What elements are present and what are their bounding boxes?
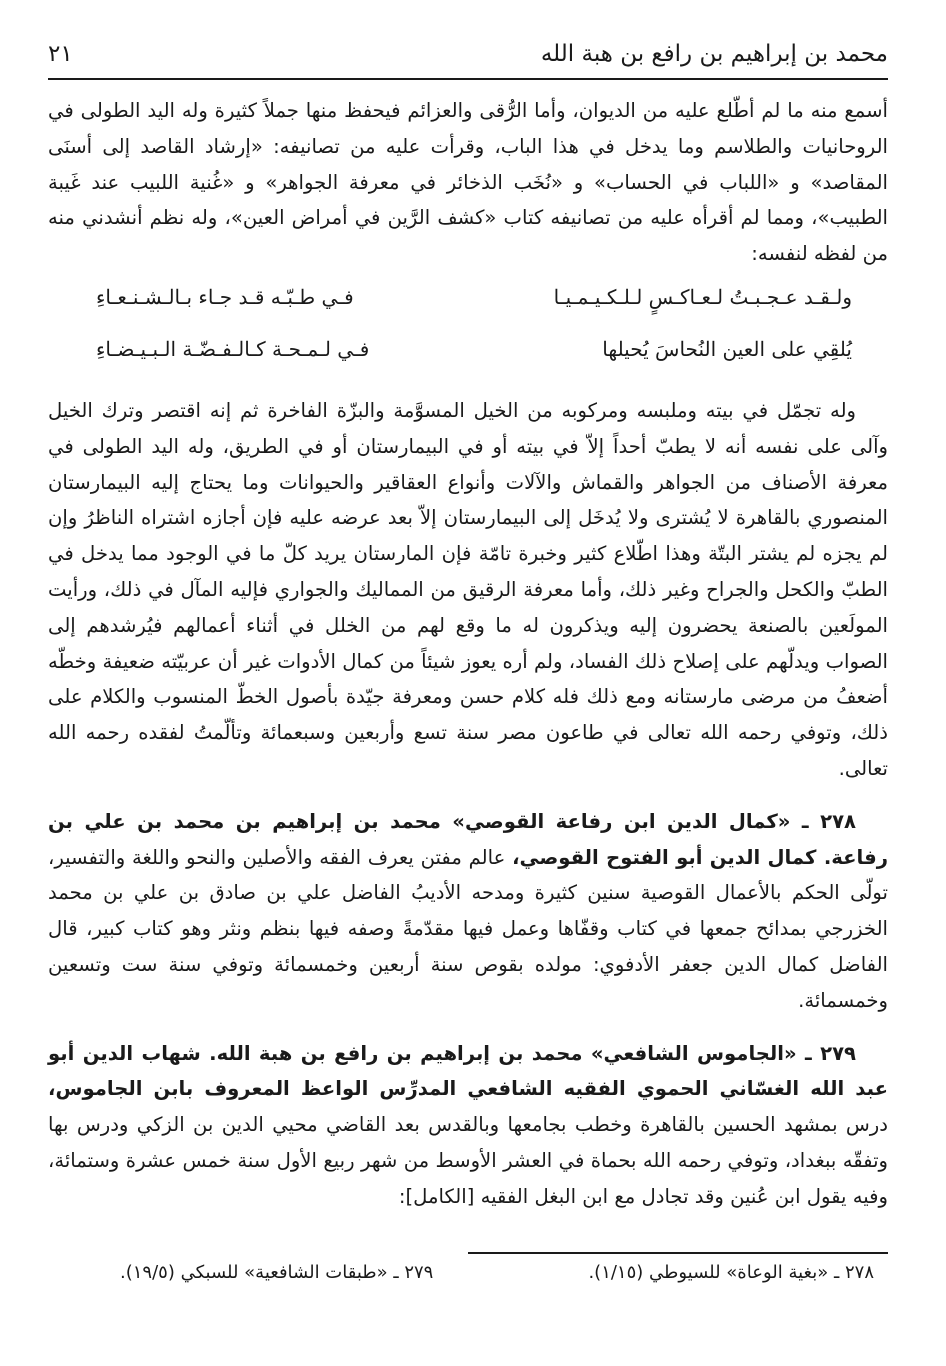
paragraph-intro: أسمع منه ما لم أطّلع عليه من الديوان، وأما الرُّقى والعزائم فيحفظ منها جملاً كثيرة وله اليد الطولى في الروحانيات والطلاسم وما يدخل في هذا الباب، وقرأت عليه من تصانيفه: «إرشاد القاصد إلى أسنَى المقاصد» و «اللباب في الحساب» و «نُخَب الذخائر في معرفة الجواهر» و «غُنية اللبيب عند غَيبة الطبيب»، ومما لم أقرأه عليه من تصانيفه كتاب «كشف الرَّين في أمراض العين»، وله نظم أنشدني منه من لفظه لنفسه: [48,99,888,266]
entry-279 [48,1036,888,1215]
entry-279-text: درس بمشهد الحسين بالقاهرة وخطب بجامعها وبالقدس بعد القاضي محيي الدين بن الزكي ودرس بها وتفقّه ببغداد، وتوفي رحمه الله بحماة في العشر الأوسط من شهر ربيع الأول سنة خمس عشرة وستمائة، وفيه يقول ابن عُنين وقد تجادل مع ابن البغل الفقيه [الكامل]: [48,1113,888,1208]
verse-1-second-hemistich: فـي طـبّـه قـد جـاء بـالـشـنـعـاءِ [96,285,354,310]
entry-278 [48,804,888,1019]
verse-2-second-hemistich: فـي لـمـحـة كـالـفـضّـة الـبـيـضـاءِ [96,337,370,362]
paragraph-biography: وله تجمّل في بيته وملبسه ومركوبه من الخيل المسوَّمة والبزّة الفاخرة ثم إنه اقتصر وترك الخيل وآلى على نفسه أنه لا يطبّ أحداً إلاّ في بيته أو في البيمارستان أو في الطريق، وله اليد الطولى في معرفة الأصناف من الجواهر والقماش والآلات وأنواع العقاقير والحيوانات وما يحتاج إليه البيمارستان المنصوري بالقاهرة لا يُشترى ولا يُدخَل إلى البيمارستان إلاّ بعد عرضه عليه فإن أجازه اشتراه الناظرُ وإن لم يجزه لم يشتر البتّة وهذا اطّلاع كثير وخبرة تامّة فإن المارستان يريد كلّ ما في الوجود مما يدخل في الطبّ والكحل والجراح وغير ذلك، وأما معرفة الرقيق من المماليك والجواري فإليه المآل في ذلك، ورأيت المولَعين بالصنعة يحضرون إليه ويذكرون له ما وقع لهم من الخلل في أثناء أعمالهم فيُرشدهم إلى الصواب ويدلّهم على إصلاح ذلك الفساد، ولم أره يعوز شيئاً من كمال الأدوات غير أن عربيّته ضعيفة وخطّه أضعفُ من مرضى مارستانه ومع ذلك فله كلام حسن ومعرفة جيّدة بأصول الخطّ المنسوب والكلام على ذلك، وتوفي رحمه الله تعالى في طاعون مصر سنة تسع وأربعين وسبعمائة وتألّمتُ لفقده رحمه الله تعالى. [48,398,888,780]
verse-1-first-hemistich: ولـقـد عـجـبـتُ لـعـاكـسٍ لـلـكـيـمـيـا [553,285,852,310]
header-rule [48,78,888,80]
footnote-279: ٢٧٩ ـ «طبقات الشافعية» للسبكي (١٩/٥). [120,1262,434,1283]
page-number: ٢١ [48,41,73,67]
verse-line-1 [48,272,888,324]
entry-278-text: عالم مفتن يعرف الفقه والأصلين والنحو واللغة والتفسير، تولّى الحكم بالأعمال القوصية سنين كثيرة ومدحه الأديبُ الفاضل علي بن صادق بن علي بن محمد الخزرجي بمدائح جمعها في كتاب وقفّاها وعمل فيها مقدّمةً وصفه فيها بنظم ونثر وهو كتاب كبير، قال الفاضل كمال الدين جعفر الأدفوي: مولده بقوص سنة أربعين وخمسمائة وتوفي سنة ست وتسعين وخمسمائة. [48,845,888,1012]
entry-279-heading: ٢٧٩ ـ «الجاموس الشافعي» محمد بن إبراهيم بن رافع بن هبة الله. شهاب الدين أبو عبد الله الغسّاني الحموي الفقيه الشافعي المدرِّس الواعظ المعروف بابن الجاموس، [48,1041,888,1101]
running-header [48,32,888,76]
header-title: محمد بن إبراهيم بن رافع بن هبة الله [540,41,888,67]
footnote-278: ٢٧٨ ـ «بغية الوعاة» للسيوطي (١/١٥). [588,1262,874,1283]
footnote-rule [468,1252,888,1254]
main-text [48,93,888,1215]
entry-278-heading: ٢٧٨ ـ «كمال الدين ابن رفاعة القوصي» محمد بن إبراهيم بن محمد بن علي بن رفاعة. كمال الدين أبو الفتوح القوصي، [48,809,889,869]
footnotes [120,1262,874,1283]
verse-2-first-hemistich: يُلقِي على العين النُحاسَ يُحيلها [602,337,852,362]
verse-line-2 [48,324,888,376]
